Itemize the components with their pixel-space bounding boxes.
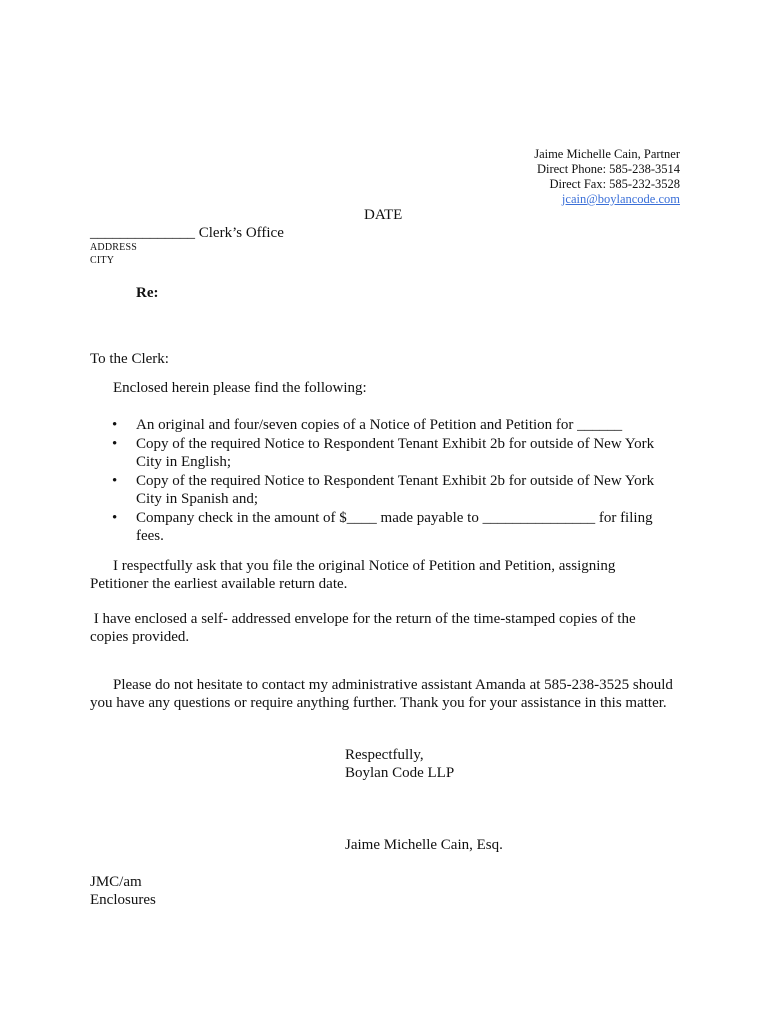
closing-firm: Boylan Code LLP [345, 765, 455, 781]
list-item [90, 472, 670, 508]
recipient-address: ADDRESS [90, 242, 137, 253]
typist-initials: JMC/am [90, 874, 142, 890]
list-item-line: City in Spanish and; [136, 491, 259, 507]
recipient-city: CITY [90, 255, 115, 266]
list-item [90, 509, 670, 545]
closing-block [345, 746, 454, 782]
list-item [90, 435, 670, 471]
enclosures-label: Enclosures [90, 892, 156, 908]
list-item-line: Copy of the required Notice to Respondent Tenant Exhibit 2b for outside of New York [136, 473, 655, 489]
envelope-paragraph [90, 610, 690, 646]
sender-email-link[interactable]: jcain@boylancode.com [561, 192, 680, 206]
sender-phone: Direct Phone: 585-238-3514 [536, 162, 680, 176]
list-item-line: Company check in the amount of $____ made payable to _______________ for filing [136, 510, 653, 526]
paragraph-line: I respectfully ask that you file the original Notice of Petition and Petition, assigning [113, 558, 616, 574]
paragraph-line: I have enclosed a self- addressed envelope for the return of the time-stamped copies of the [90, 611, 636, 627]
paragraph-line: you have any questions or require anything further. Thank you for your assistance in this matter. [90, 695, 667, 711]
greeting: To the Clerk: [90, 351, 169, 367]
bullet-icon: • [112, 417, 118, 433]
request-paragraph [90, 557, 690, 593]
contact-paragraph [90, 676, 690, 712]
list-item-line: Copy of the required Notice to Respondent Tenant Exhibit 2b for outside of New York [136, 436, 655, 452]
intro-line: Enclosed herein please find the following: [113, 380, 367, 396]
bullet-icon: • [112, 473, 118, 489]
sender-block [534, 147, 680, 207]
re-label: Re: [136, 285, 159, 301]
paragraph-line: Please do not hesitate to contact my administrative assistant Amanda at 585-238-3525 should [113, 677, 673, 693]
paragraph-line: Petitioner the earliest available return date. [90, 576, 348, 592]
list-item-line: An original and four/seven copies of a Notice of Petition and Petition for ______ [136, 417, 623, 433]
list-item-line: City in English; [136, 454, 232, 470]
paragraph-line: copies provided. [90, 629, 190, 645]
bullet-icon: • [112, 436, 118, 452]
sender-fax: Direct Fax: 585-232-3528 [549, 177, 680, 191]
bullet-icon: • [112, 510, 118, 526]
letter-date: DATE [364, 207, 403, 223]
list-item-line: fees. [136, 528, 164, 544]
signer-name: Jaime Michelle Cain, Esq. [345, 837, 503, 853]
footer-block [90, 873, 156, 909]
closing-salutation: Respectfully, [345, 747, 424, 763]
enclosure-list [90, 416, 670, 546]
sender-name-title: Jaime Michelle Cain, Partner [534, 147, 680, 161]
list-item [90, 416, 670, 434]
recipient-office: ______________ Clerk’s Office [90, 225, 284, 241]
